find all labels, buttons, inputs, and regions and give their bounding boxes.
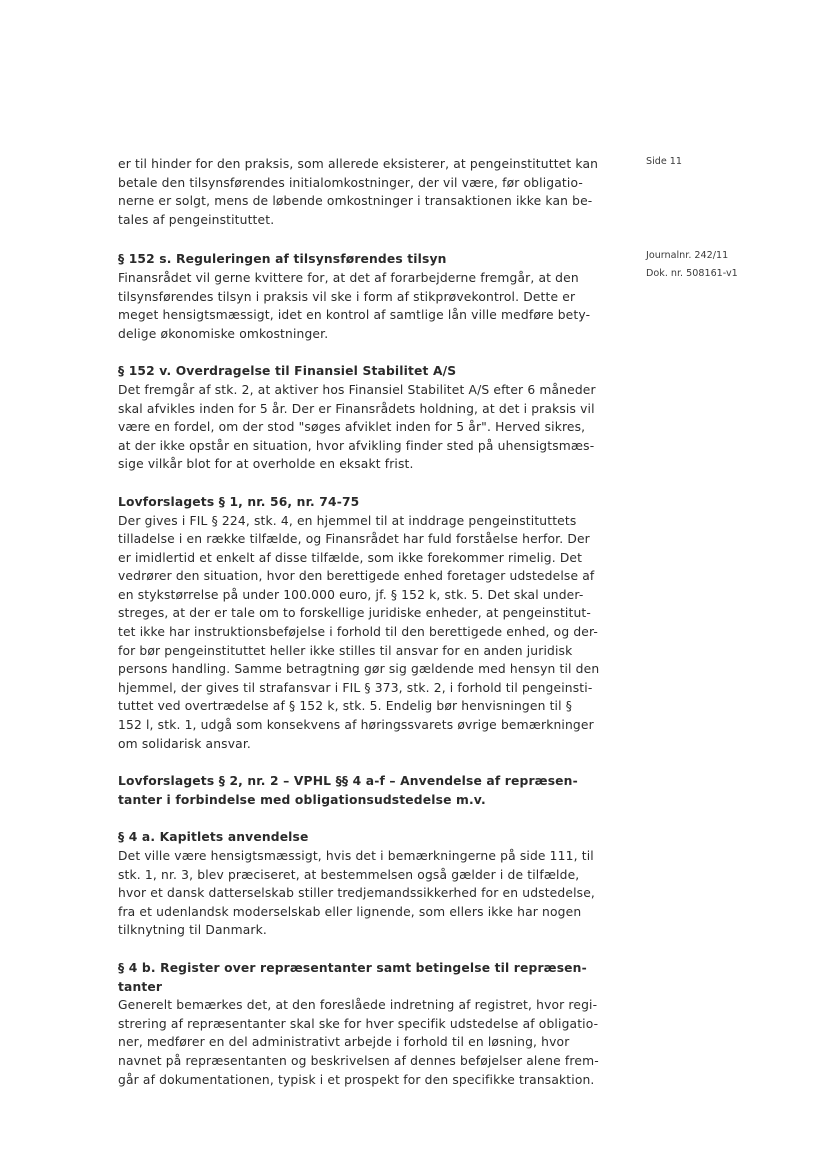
section-152v (118, 362, 600, 474)
section-text (118, 512, 600, 754)
text-line: være en fordel, om der stod "søges afviklet inden for 5 år". Herved sikres, (118, 420, 586, 435)
journal-number: Journalnr. 242/11 (646, 250, 729, 261)
heading-line: Lovforslagets § 1, nr. 56, nr. 74-75 (118, 494, 360, 509)
text-line: hjemmel, der gives til strafansvar i FIL § 373, stk. 2, i forhold til pengeinsti- (118, 680, 593, 695)
section-heading (118, 493, 600, 512)
text-line: Finansrådet vil gerne kvittere for, at det af forarbejderne fremgår, at den (118, 270, 579, 285)
text-line: Det ville være hensigtsmæssigt, hvis det i bemærkningerne på side 111, til (118, 849, 594, 863)
section-4a (118, 828, 600, 940)
page-number: Side 11 (646, 156, 683, 167)
text-line: tilladelse i en række tilfælde, og Finansrådet har fuld forståelse herfor. Der (118, 532, 590, 547)
heading-line: § 152 v. Overdragelse til Finansiel Stabilitet A/S (118, 364, 457, 379)
section-text (118, 847, 600, 940)
section-heading (118, 959, 600, 996)
text-line: Der gives i FIL § 224, stk. 4, en hjemmel til at inddrage pengeinstituttets (118, 513, 577, 528)
heading-line: tanter i forbindelse med obligationsudstedelse m.v. (118, 792, 486, 807)
section-152s (118, 250, 600, 343)
text-line: tilknytning til Danmark. (118, 923, 267, 938)
heading-line: § 4 a. Kapitlets anvendelse (118, 830, 309, 845)
sidebar-references (646, 247, 806, 283)
section-4b (118, 959, 600, 1089)
text-line: for bør pengeinstituttet heller ikke stilles til ansvar for en anden juridisk (118, 643, 573, 658)
text-line: en stykstørrelse på under 100.000 euro, jf. § 152 k, stk. 5. Det skal under- (118, 587, 584, 602)
section-heading (118, 772, 600, 809)
heading-line: § 4 b. Register over repræsentanter samt betingelse til repræsen- (118, 960, 587, 975)
section-lovforslag-1 (118, 493, 600, 753)
section-heading (118, 250, 600, 269)
text-line: fra et udenlandsk moderselskab eller lignende, som ellers ikke har nogen (118, 904, 582, 919)
document-number: Dok. nr. 508161-v1 (646, 268, 738, 279)
sidebar-page-number (646, 153, 806, 171)
text-line: tet ikke har instruktionsbeføjelse i forhold til den berettigede enhed, og der- (118, 625, 599, 640)
text-line: tilsynsførendes tilsyn i praksis vil ske i form af stikprøvekontrol. Dette er (118, 289, 576, 304)
section-heading (118, 362, 600, 381)
text-line: at der ikke opstår en situation, hvor afvikling finder sted på uhensigtsmæs- (118, 438, 595, 453)
text-line: tales af pengeinstituttet. (118, 212, 275, 227)
text-line: ner, medfører en del administrativt arbejde i forhold til en løsning, hvor (118, 1035, 570, 1050)
heading-line: § 152 s. Reguleringen af tilsynsførendes tilsyn (118, 252, 447, 267)
text-line: nerne er solgt, mens de løbende omkostninger i transaktionen ikke kan be- (118, 194, 593, 209)
text-line: streges, at der er tale om to forskellige juridiske enheder, at pengeinstitut- (118, 606, 591, 621)
intro-paragraph (118, 155, 600, 229)
text-line: sige vilkår blot for at overholde en eksakt frist. (118, 457, 414, 472)
text-line: om solidarisk ansvar. (118, 736, 251, 751)
section-heading (118, 828, 600, 847)
text-line: hvor et dansk datterselskab stiller tredjemandssikkerhed for en udstedelse, (118, 886, 595, 901)
section-text (118, 269, 600, 343)
text-line: meget hensigtsmæssigt, idet en kontrol af samtlige lån ville medføre bety- (118, 308, 591, 323)
text-line: vedrører den situation, hvor den berettigede enhed foretager udstedelse af (118, 569, 595, 584)
text-line: strering af repræsentanter skal ske for hver specifik udstedelse af obligatio- (118, 1016, 599, 1031)
section-lovforslag-2 (118, 772, 600, 809)
heading-line: tanter (118, 979, 163, 994)
text-line: Generelt bemærkes det, at den foreslåede indretning af registret, hvor regi- (118, 998, 598, 1013)
section-text (118, 996, 600, 1089)
text-line: navnet på repræsentanten og beskrivelsen af dennes beføjelser alene frem- (118, 1053, 599, 1068)
text-line: skal afvikles inden for 5 år. Der er Finansrådets holdning, at det i praksis vil (118, 401, 595, 416)
text-line: går af dokumentationen, typisk i et prospekt for den specifikke transaktion. (118, 1072, 595, 1087)
letter-body (118, 155, 600, 1108)
text-line: er til hinder for den praksis, som allerede eksisterer, at pengeinstituttet kan (118, 157, 599, 171)
text-line: persons handling. Samme betragtning gør sig gældende med hensyn til den (118, 662, 600, 677)
text-line: tuttet ved overtrædelse af § 152 k, stk. 5. Endelig bør henvisningen til § (118, 699, 573, 714)
text-line: er imidlertid et enkelt af disse tilfælde, som ikke forekommer rimelig. Det (118, 550, 583, 565)
text-line: delige økonomiske omkostninger. (118, 326, 329, 341)
text-line: Det fremgår af stk. 2, at aktiver hos Finansiel Stabilitet A/S efter 6 måneder (118, 382, 596, 397)
heading-line: Lovforslagets § 2, nr. 2 – VPHL §§ 4 a-f – Anvendelse af repræsen- (118, 774, 578, 789)
text-line: betale den tilsynsførendes initialomkostninger, der vil være, før obligatio- (118, 175, 583, 190)
section-text (118, 381, 600, 474)
text-line: stk. 1, nr. 3, blev præciseret, at bestemmelsen også gælder i de tilfælde, (118, 867, 580, 882)
text-line: 152 l, stk. 1, udgå som konsekvens af høringssvarets øvrige bemærkninger (118, 718, 594, 733)
